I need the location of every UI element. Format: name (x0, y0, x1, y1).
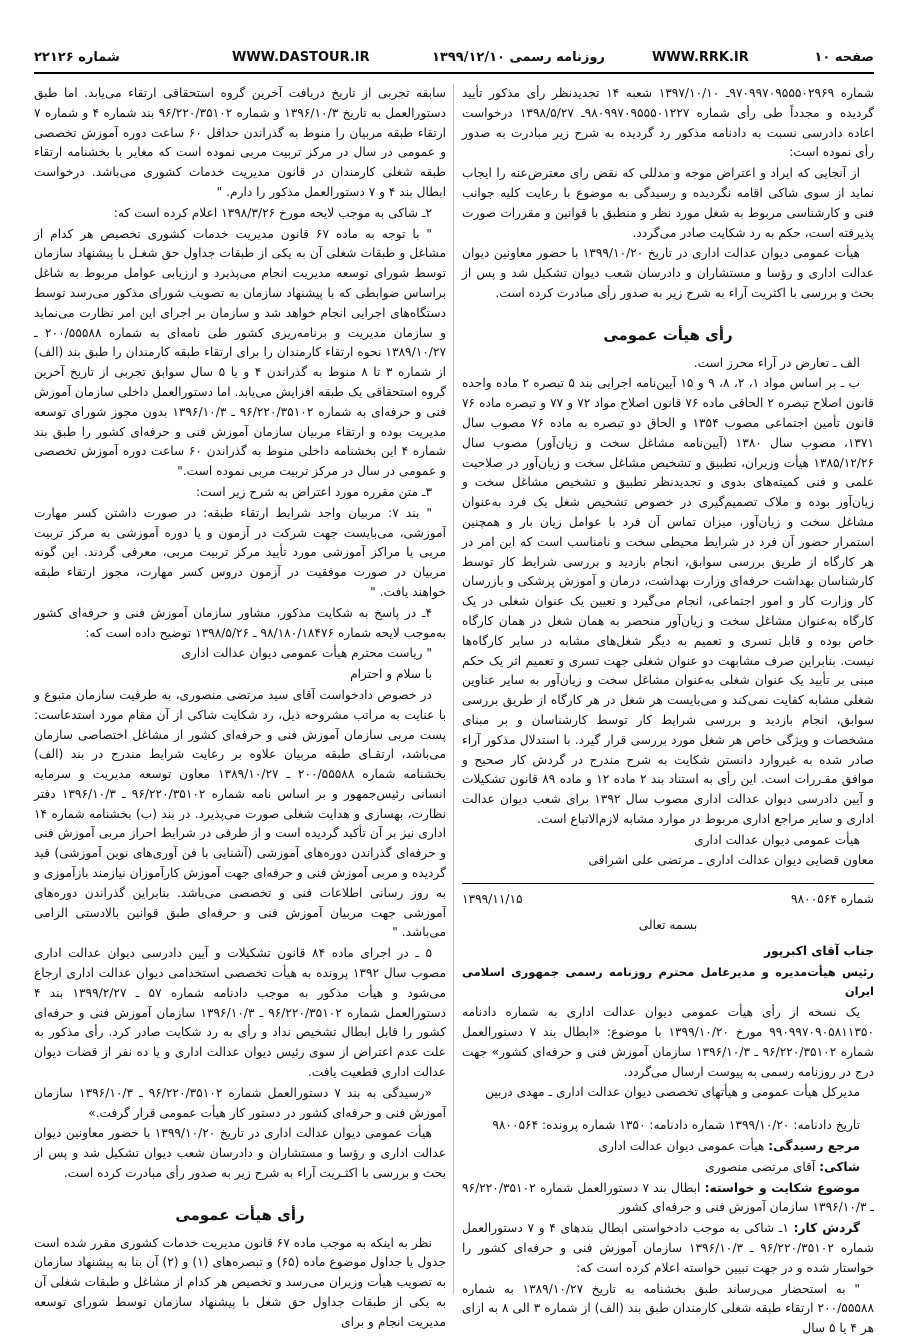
paragraph: از آنجایی که ایراد و اعتراض موجه و مدللی که نقض رای معترض‌عنه را ایجاب نماید از سوی شاکی اقامه نگردیده و رسیدگی به موضوع با رعایت کلیه جوانب فنی و کارشناسی مربوط به شغل مورد نظر و منطبق با قوانین و مقررات صورت پذیرفته است، حکم به رد شکایت صادر می‌گردد. (462, 166, 874, 240)
ruling-meta (462, 1179, 874, 1219)
site-right[interactable]: WWW.RRK.IR (652, 50, 749, 65)
addressee-title: رئیس هیأت‌مدیره و مدیرعامل محترم روزنامه رسمی جمهوری اسلامی ایران (462, 964, 874, 999)
meta-value: هیأت عمومی دیوان عدالت اداری (598, 1139, 765, 1154)
paragraph: سابقه تجربی از تاریخ دریافت آخرین گروه استحقاقی ارتقاء می‌یابد. اما طبق دستورالعمل به تاریخ ۱۳۹۶/۱۰/۳ و شماره ۹۶/۲۲۰/۳۵۱۰۲ بند شماره ۴ و شماره ۷ ارتقاء طبقه مربیان را منوط به گذراندن حداقل ۶۰ ساعت دوره آموزش تخصصی و عمومی در سال در مرکز تربیت مربی نموده است که مغایر با بخشنامه ارتقاء طبقه شغلی کارمندان در قانون مدیریت خدمات کشوری می‌باشد. درخواست ابطال بند ۴ و ۷ دستورالعمل مذکور را دارم. " (34, 86, 447, 199)
page-number: صفحه ۱۰ (814, 50, 874, 65)
meta-label: موضوع شکایت و خواسته: (704, 1180, 860, 1195)
paragraph: ب ـ بر اساس مواد ۱، ۲، ۸، ۹ و ۱۵ آیین‌نامه اجرایی بند ۵ تبصره ۲ ماده واحده قانون اصلاح تبصره ۲ الحاقی ماده ۷۶ قانون اصلاح مواد ۷۲ و ۷۷ و تبصره ماده ۷۶ قانون تأمین اجتماعی مصوب ۱۳۵۴ و الحاق دو تبصره به ماده ۷۶ مصوب سال ۱۳۷۱، مصوب سال ۱۳۸۰ (آیین‌نامه مشاغل سخت و زیان‌آور) مصوب سال ۱۳۸۵/۱۲/۲۶ هیأت وزیران، تطبیق و تشخیص مشاغل سخت و زیان‌آور در صلاحیت علمی و فنی کمیته‌های بدوی و تجدیدنظر تطبیق و تشخیص مشاغل سخت و زیان‌آور بوده و ملاک تصمیم‌گیری در خصوص تشخیص شغل یک فرد به‌عنوان مشاغل سخت و زیان‌آور، میزان تماس آن فرد با عوامل زیان بار و همچنین استمرار حضور آن فرد در شرایط محیطی سخت و نامناسب است که این امر در هر کارگاه از طریق بررسی سوابق، انجام بازدید و بررسی شرایط کار توسط کارشناسان بهداشت حرفه‌ای وزارت بهداشت، درمان و آموزش پزشکی و بازرسان کار وزارت کار و امور اجتماعی، انجام می‌گیرد و تعیین یک عنوان شغلی در یک کارگاه به‌عنوان مشاغل سخت و زیان‌آور منحصر به همان شغل در همان کارگاه خاص بوده و قابل تسری و تعمیم به دیگر شغل‌های مشابه در سایر کارگاه‌ها نیست. بنابراین صرف مشابهت دو عنوان شغلی جهت تسری و تعمیم اثر یک حکم مبنی بر تأیید یک عنوان شغلی به‌عنوان مشاغل سخت و زیان‌آور به سایر عناوین شغلی مشابه کفایت نمی‌کند و می‌بایست هر شغل در هر کارگاه از طریق بررسی سوابق، انجام بازدید و بررسی شرایط کار توسط کارشناسان و بر مبنای مشخصات و ویژگی خاص هر شغل مورد بررسی قرار گیرد. با استدلال مذکور آراء صادر شده به غیروارد دانستن شکایت به شرح مندرج در گردش کار صحیح و موافق مقـ‌ررات است. این رأی به استناد بند ۲ ماده ۱۲ و ماده ۸۹ قانون تشکیلات و آیین دادرسی دیوان عدالت اداری مصوب سال ۱۳۹۲ برای شعب دیوان عدالت اداری و سایر مراجع اداری مربوط در موارد مشابه لازم‌الاتباع است. (462, 376, 875, 826)
paragraph: " به استحضار می‌رساند طبق بخشنامه به تاریخ ۱۳۸۹/۱۰/۲۷ به شماره ۲۰۰/۵۵۵۸۸ ارتقاء طبقه شغلی کارمندان طبق بند (الف) از شماره ۳ الی ۸ به ازای هر ۴ یا ۵ سال (462, 1281, 875, 1336)
issue-number: شماره ۲۲۱۲۶ (34, 50, 120, 65)
gazette-date: روزنامه رسمی ۱۳۹۹/۱۲/۱۰ (432, 50, 605, 65)
meta-value: آقای مرتضی منصوری (705, 1159, 816, 1174)
paragraph: نظر به اینکه به موجب ماده ۶۷ قانون مدیریت خدمات کشوری مقرر شده است جدول یا جداول موضوع ماده (۶۵) و تبصره‌های (۱) و (۲) آن بنا به پیشنهاد سازمان به تصویب هیأت وزیران می‌رسد و تخصیص هر کدام از مشاغل و طبقات شغلی آن به یکی از طبقات جداول حق شغل با پیشنهاد سازمان توسط شورای توسعه مدیریت انجام و برای (34, 1235, 446, 1329)
paragraph: ۲ـ شاکی به موجب لایحه مورخ ۱۳۹۸/۳/۲۶ اعلام کرده است که: (113, 205, 432, 220)
letter-header-row (462, 890, 874, 910)
section-separator (462, 883, 874, 884)
section-heading: رأی هیأت عمومی (603, 325, 733, 344)
paragraph: گردش کار: ۱ـ شاکی به موجب دادخواستی ابطال بندهای ۴ و ۷ دستورالعمل شماره ۹۶/۲۲۰/۳۵۱۰۲ ـ ۱۳۹۶/۱۰/۳ سازمان آموزش فنی و حرفه‌ای کشور را خواستار شده و در جهت تبیین خواسته اعلام کرده است که: (462, 1221, 874, 1275)
paragraph: ۵ ـ در اجرای ماده ۸۴ قانون تشکیلات و آیین دادرسی دیوان عدالت اداری مصوب سال ۱۳۹۲ پرونده به هیأت تخصصی استخدامی دیوان عدالت اداری ارجاع می‌شود و هیأت مذکور به موجب دادنامه شماره ۵۷ ـ ۱۳۹۹/۲/۲۷ بند ۴ دستورالعمل شماره ۹۶/۲۲۰/۳۵۱۰۲ ـ ۱۳۹۶/۱۰/۳ سازمان آموزش فنی و حرفه‌ای کشور را قابل ابطال تشخیص نداد و رأی به رد شکایت صادر کرد. رأی مذکور به علت عدم اعتراض از سوی رئیس دیوان عدالت اداری و یا ده نفر از قضات دیوان عدالت اداری قطعیت یافت. (34, 946, 447, 1080)
left-column (34, 84, 446, 1334)
section-heading: رأی هیأت عمومی (175, 1205, 305, 1224)
paragraph: " ریاست محترم هیأت عمومی دیوان عدالت اداری (181, 646, 432, 661)
site-left[interactable]: WWW.DASTOUR.IR (232, 50, 370, 65)
paragraph: هیأت عمومی دیوان عدالت اداری در تاریخ ۱۳۹۹/۱۰/۲۰ با حضور معاونین دیوان عدالت اداری و رؤسا و مستشاران و دادرسان شعب دیوان تشکیل شد و پس از بحث و بررسی با اکثریت آراء به شرح زیر به صدور رأی مبادرت کرده است. (462, 246, 874, 300)
basmala: بسمه تعالی (638, 918, 698, 933)
letter-number: شماره ۹۸۰۰۵۶۴ (791, 892, 874, 907)
header-rule (34, 72, 874, 74)
ruling-meta (462, 1158, 874, 1178)
right-column (462, 84, 874, 1340)
meta-label: گردش کار: (793, 1221, 860, 1236)
paragraph: در خصوص دادخواست آقای سید مرتضی منصوری، به طرفیت سازمان متبوع و با عنایت به مراتب مشروحه ذیل، رد شکایت شاکی از آن مقام مورد استدعاست: پست مربی سازمان آموزش فنی و حرفه‌ای کشور از مشاغل اختصاصی سازمان می‌باشد، ارتقـای طبقه مربیان علاوه بر رعایت شرایط مندرج در بند (الف) بخشنامه شماره ۲۰۰/۵۵۵۸۸ ـ ۱۳۸۹/۱۰/۲۷ معاون توسعه مدیریت و سرمایه انسانی رئیس‌جمهور و بر اساس نامه شماره ۹۶/۲۲۰/۳۵۱۰۲ ـ ۱۳۹۶/۱۰/۳ دفتر نظارت، بهسازی و هدایت شغلی صورت می‌پذیرد. در بند (ب) بخشنامه شماره ۱۴ اداری نیز بر آن تأکید گردیده است و از طرفی در شرایط احراز مربی آموزش فنی و حرفه‌ای گذراندن دوره‌های آموزشی (آشنایی با فن آوری‌های نوین آموزشی) قید گردیده و مربی آموزش فنی و حرفه‌ای جهت آموزش کارآموزان نیازمند بازآموزی و به روز رسانی اطلاعات فنی و تخصصی می‌باشد. بنابراین گذراندن دوره‌های آموزشی جهت مربیان آموزش فنی و حرفه‌ای طبق قوانین بالادستی الزامی می‌باشد. " (34, 687, 446, 940)
paragraph: " با توجه به ماده ۶۷ قانون مدیریت خدمات کشوری تخصیص هر کدام از مشاغل و طبقات شغلی آن به یکی از طبقات جداول حق شغـل با پیشنهاد سازمان توسط شورای توسعه مدیریت انجام می‌پذیرد و ارزیابی عوامل مربوط به شاغل براساس ضوابطی که با پیشنهاد سازمان به تصویب شورای مذکور می‌رسد توسط دستگاه‌های اجرایی انجام خواهد شد و سازمان بر اجرای این امر نظارت می‌نماید و سازمان مدیریت و برنامه‌ریزی کشور طی نامه‌ای به شماره ۲۰۰/۵۵۵۸۸ ـ ۱۳۸۹/۱۰/۲۷ نحوه ارتقاء کارمندان را برای ارتقاء طبقه کارمندان را طبق بند (الف) از شماره ۳ تا ۸ منوط به گذراندن ۴ و یا ۵ سال سوابق تجربی از تاریخ آخرین گروه استحقاقی یک طبقه افزایش می‌یابد. اما دستورالعمل داخلی سازمان آموزش فنی و حرفه‌ای به شماره ۹۶/۲۲۰/۳۵۱۰۲ ـ ۱۳۹۶/۱۰/۳ بدون مجوز شورای توسعه مدیریت بوده و ارتقاء مربیان سازمان آموزش فنی و حرفه‌ای کشور را طبق بند شماره ۴ این بخشنامه داخلی منوط به گذراندن ۶۰ ساعت دوره آموزش تخصصی و عمومی در سال در مرکز تربیت مربی نموده است." (34, 226, 446, 479)
paragraph: الف ـ تعارض در آراء محرز است. (693, 355, 860, 370)
page-header (34, 44, 874, 74)
meta-label: مرجع رسیدگی: (768, 1139, 860, 1154)
ruling-meta (462, 1137, 874, 1157)
letter-date: ۱۳۹۹/۱۱/۱۵ (462, 892, 523, 907)
column-divider (453, 84, 454, 1294)
signature-line: هیأت عمومی دیوان عدالت اداری (694, 832, 860, 847)
paragraph: شماره ۹۷۰۹۹۷۰۹۵۵۵۰۲۹۶۹ـ ۱۳۹۷/۱۰/۱۰ شعبه ۱۴ تجدیدنظر رأی مذکور تأیید گردیده و مجدداً طی رأی شماره ۹۸۰۹۹۷۰۹۵۵۵۰۱۲۲۷ـ ۱۳۹۸/۵/۲۷ درخواست اعاده دادرسی نسبت به دادنامه مذکور رد گردیده به شرح زیر مبادرت به صدور رأی نموده است: (462, 86, 874, 160)
paragraph: «رسیدگی به بند ۷ دستورالعمل شماره ۹۶/۲۲۰/۳۵۱۰۲ ـ ۱۳۹۶/۱۰/۳ سازمان آموزش فنی و حرفه‌ای کشور در دستور کار هیأت عمومی قرار گرفت.» (34, 1085, 446, 1120)
meta-value: ابطال بند ۷ دستورالعمل شماره ۹۶/۲۲۰/۳۵۱۰۲ ـ ۱۳۹۶/۱۰/۳ سازمان آموزش فنی و حرفه‌ای کشور (462, 1180, 874, 1215)
paragraph: " بند ۷: مربیان واجد شرایط ارتقاء طبقه: در صورت داشتن کسر مهارت آموزشی، می‌بایست جهت شرکت در آزمون و یا دوره آموزشی به مرکز تربیت مربی یا مراکز آموزشی مورد تأیید مرکز تربیت مربی، معرفی گردند. این گونه مربیان در صورت موفقیت در آزمون دروس کسر مهارت، مجوز ارتقاء طبقه خواهند یافت. " (34, 505, 446, 599)
paragraph: مدیرکل هیأت عمومی و هیأتهای تخصصی دیوان عدالت اداری ـ مهدی دربین (485, 1085, 860, 1100)
paragraph: با سلام و احترام (350, 667, 432, 682)
signature-line: معاون قضایی دیوان عدالت اداری ـ مرتضی علی اشراقی (588, 853, 874, 868)
ruling-meta: تاریخ دادنامه: ۱۳۹۹/۱۰/۲۰ شماره دادنامه: ۱۳۵۰ شماره پرونده: ۹۸۰۰۵۶۴ (492, 1118, 860, 1133)
meta-label: شاکی: (819, 1159, 860, 1174)
paragraph: ۳ـ متن مقرره مورد اعتراض به شرح زیر است: (195, 484, 432, 499)
paragraph: هیأت عمومی دیوان عدالت اداری در تاریخ ۱۳۹۹/۱۰/۲۰ با حضور معاونین دیوان عدالت اداری و رؤسا و مستشاران و دادرسان شعب دیوان تشکیل شد و پس از بحث و بررسی با اکثـریت آراء به شرح زیر به صدور رأی مبادرت کرده است. (34, 1126, 446, 1181)
addressee: جناب آقای اکبرپور (763, 943, 874, 958)
paragraph: یک نسخه از رأی هیأت عمومی دیوان عدالت اداری به شماره دادنامه ۹۹۰۹۹۷۰۹۰۵۸۱۱۳۵۰ مورخ ۱۳۹۹/۱۰/۲۰ با موضوع: «ابطال بند ۷ دستورالعمل شماره ۹۶/۲۲۰/۳۵۱۰۲ ـ ۱۳۹۶/۱۰/۳ سازمان آموزش فنی و حرفه‌ای کشور» جهت درج در روزنامه رسمی به پیوست ارسال می‌گردد. (462, 1005, 874, 1079)
paragraph: ۴ـ در پاسخ به شکایت مذکور، مشاور سازمان آموزش فنی و حرفه‌ای کشور به‌موجب لایحه شماره ۹۸/۱۸۰/۱۸۴۷۶ ـ ۱۳۹۸/۵/۲۶ توضیح داده است که: (34, 605, 446, 640)
